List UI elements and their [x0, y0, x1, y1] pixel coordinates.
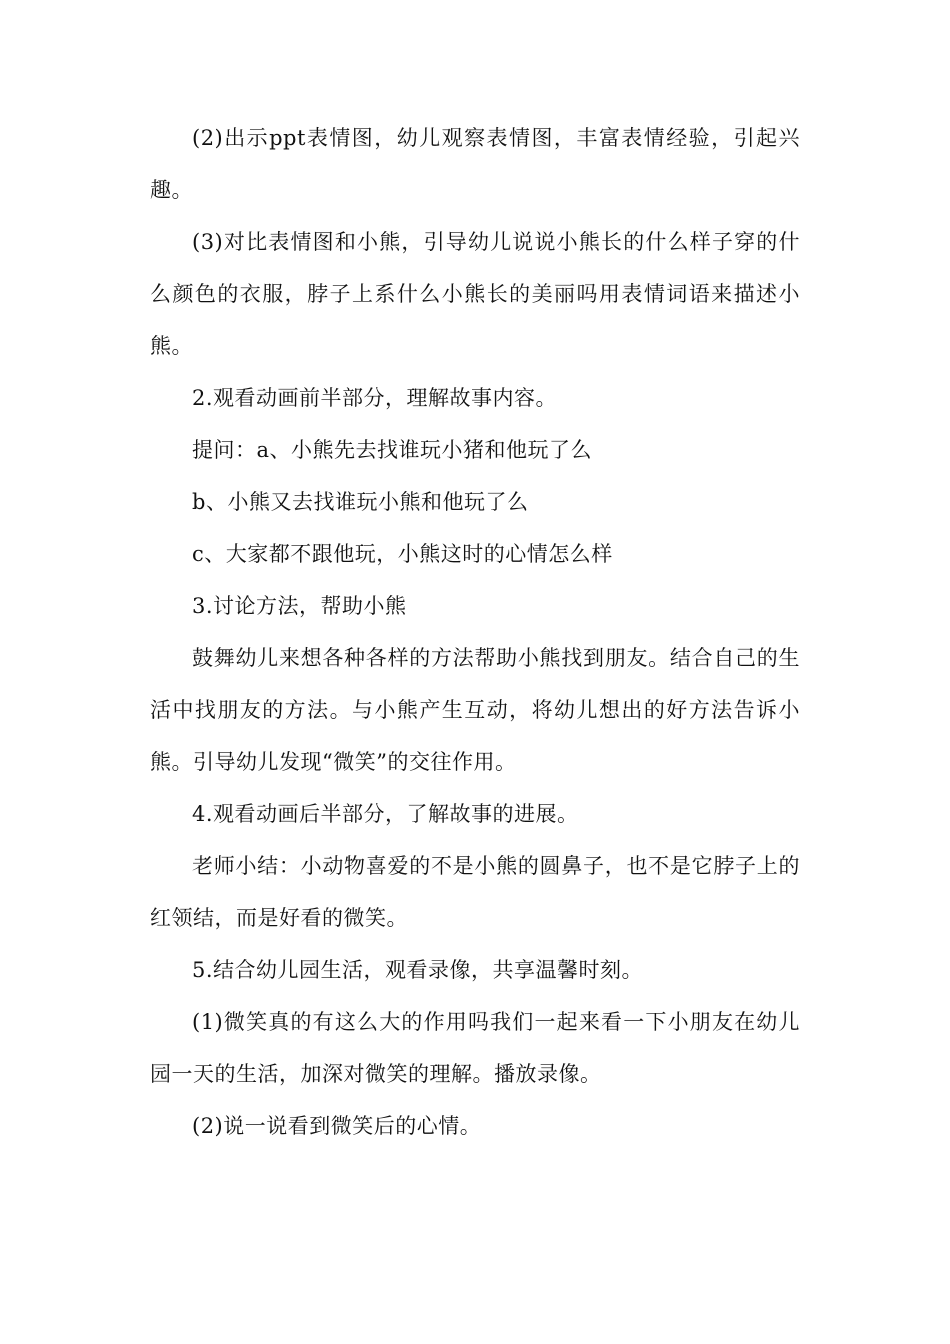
section-heading: 3.讨论方法，帮助小熊	[192, 594, 407, 618]
paragraph: (1)微笑真的有这么大的作用吗我们一起来看一下小朋友在幼儿园一天的生活，加深对微笑的理解。播放录像。	[150, 1010, 800, 1086]
question-line: c、大家都不跟他玩，小熊这时的心情怎么样	[192, 542, 613, 566]
section-heading: 2.观看动画前半部分，理解故事内容。	[192, 386, 558, 410]
paragraph: 老师小结：小动物喜爱的不是小熊的圆鼻子，也不是它脖子上的红领结，而是好看的微笑。	[150, 854, 800, 930]
paragraph: (2)说一说看到微笑后的心情。	[192, 1114, 482, 1138]
document-body	[150, 112, 800, 1152]
section-heading: 4.观看动画后半部分，了解故事的进展。	[192, 802, 579, 826]
question-line: b、小熊又去找谁玩小熊和他玩了么	[192, 490, 529, 514]
paragraph: 鼓舞幼儿来想各种各样的方法帮助小熊找到朋友。结合自己的生活中找朋友的方法。与小熊产生互动，将幼儿想出的好方法告诉小熊。引导幼儿发现“微笑”的交往作用。	[150, 646, 800, 774]
section-heading: 5.结合幼儿园生活，观看录像，共享温馨时刻。	[192, 958, 644, 982]
question-line: 提问：a、小熊先去找谁玩小猪和他玩了么	[192, 438, 593, 462]
paragraph: (3)对比表情图和小熊，引导幼儿说说小熊长的什么样子穿的什么颜色的衣服，脖子上系什么小熊长的美丽吗用表情词语来描述小熊。	[150, 230, 800, 358]
paragraph: (2)出示ppt表情图，幼儿观察表情图，丰富表情经验，引起兴趣。	[150, 126, 800, 202]
